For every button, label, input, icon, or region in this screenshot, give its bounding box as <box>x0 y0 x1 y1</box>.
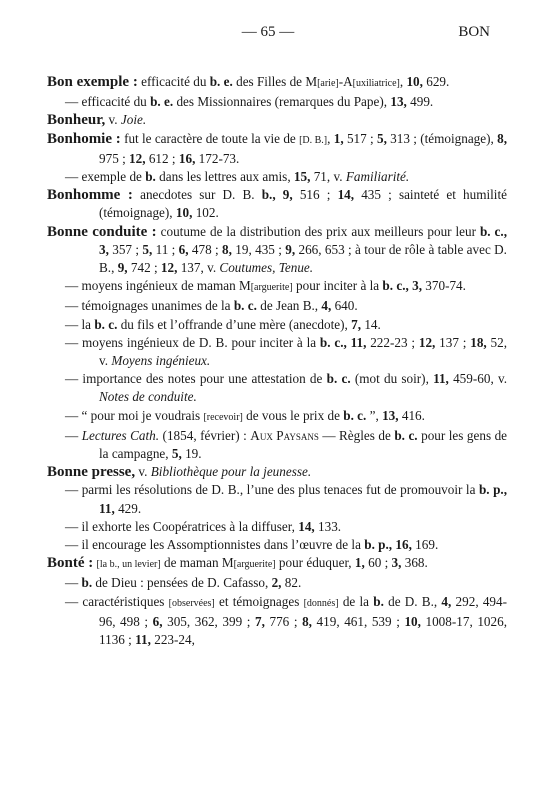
entry-headword: Bonhomie : <box>47 130 121 147</box>
index-subentry: — parmi les résolutions de D. B., l’une des plus tenaces fut de promouvoir la b. p., 11, 429. <box>65 482 507 516</box>
entry-headword: Bonté : <box>47 555 94 572</box>
index-entry <box>47 463 507 481</box>
entry-text: témoignages unanimes de la b. c. de Jean B., 4, 640. <box>81 298 358 314</box>
index-entry <box>47 223 507 278</box>
entry-text: moyens ingénieux de maman M[arguerite] pour inciter à la b. c., 3, 370-74. <box>81 278 466 294</box>
entry-text: la b. c. du fils et l’offrande d’une mère (anecdote), 7, 14. <box>81 316 381 332</box>
index-entry <box>47 554 507 574</box>
index-subentry: — moyens ingénieux de maman M[arguerite] pour inciter à la b. c., 3, 370-74. <box>65 278 466 294</box>
index-subentry: — témoignages unanimes de la b. c. de Jean B., 4, 640. <box>65 298 358 314</box>
index-subentry: — “ pour moi je voudrais [recevoir] de vous le prix de b. c. ”, 13, 416. <box>65 407 425 423</box>
entry-text: moyens ingénieux de D. B. pour inciter à la b. c., 11, 222-23 ; 12, 137 ; 18, 52, v. Moyens ingénieux. <box>82 334 508 369</box>
index-subentry: — caractéristiques [observées] et témoignages [donnés] de la b. de D. B., 4, 292, 494-96, 498 ; 6, 305, 362, 399 ; 7, 776 ; 8, 419, 461, 539 ; 10, 1008-17, 1026, 1136 ; 11, 223-24, <box>65 593 508 648</box>
index-subentry: — la b. c. du fils et l’offrande d’une mère (anecdote), 7, 14. <box>65 316 381 332</box>
entry-text: anecdotes sur D. B. b., 9, 516 ; 14, 435 ; sainteté et humilité (témoignage), 10, 102. <box>99 187 507 221</box>
entry-text: efficacité du b. e. des Filles de M[arie]-A[uxiliatrice], 10, 629. <box>137 74 450 89</box>
entry-headword: Bonne conduite : <box>47 223 157 240</box>
entry-text: b. de Dieu : pensées de D. Cafasso, 2, 82. <box>81 575 302 591</box>
index-subentry: — il exhorte les Coopératrices à la diffuser, 14, 133. <box>65 518 342 534</box>
entry-text: il encourage les Assomptionnistes dans l’œuvre de la b. p., 16, 169. <box>81 537 439 553</box>
entry-text: fut le caractère de toute la vie de [D. B.], 1, 517 ; 5, 313 ; (témoignage), 8, 975 ; 12, 612 ; 16, 172-73. <box>99 130 508 166</box>
entry-text: [la b., un levier] de maman M[arguerite] pour éduquer, 1, 60 ; 3, 368. <box>96 555 428 571</box>
entry-text: importance des notes pour une attestation de b. c. (mot du soir), 11, 459-60, v. Notes de conduite. <box>82 371 508 405</box>
entry-text: parmi les résolutions de D. B., l’une des plus tenaces fut de promouvoir la b. p., 11, 429. <box>81 482 507 516</box>
index-entry <box>47 111 507 129</box>
page-header <box>0 0 536 60</box>
index-subentry: — moyens ingénieux de D. B. pour inciter à la b. c., 11, 222-23 ; 12, 137 ; 18, 52, v. Moyens ingénieux. <box>65 334 508 369</box>
entry-text: exemple de b. dans les lettres aux amis, 15, 71, v. Familiarité. <box>81 169 410 185</box>
index-subentry: — exemple de b. dans les lettres aux amis, 15, 71, v. Familiarité. <box>65 169 410 185</box>
page-number: — 65 — <box>241 24 295 40</box>
entry-text: v. Joie. <box>105 112 147 128</box>
index-subentry: — Lectures Cath. (1854, février) : Aux Paysans — Règles de b. c. pour les gens de la campagne, 5, 19. <box>65 427 508 462</box>
index-subentry: — b. de Dieu : pensées de D. Cafasso, 2, 82. <box>65 575 302 591</box>
entry-headword: Bonhomme : <box>47 187 133 204</box>
entry-text: caractéristiques [observées] et témoignages [donnés] de la b. de D. B., 4, 292, 494-96, 498 ; 6, 305, 362, 399 ; 7, 776 ; 8, 419, 461, 539 ; 10, 1008-17, 1026, 1136 ; 11, 223-24, <box>82 593 508 648</box>
entry-text: efficacité du b. e. des Missionnaires (remarques du Pape), 13, 499. <box>81 94 434 110</box>
entry-headword: Bon exemple : <box>47 74 138 90</box>
index-subentry: — il encourage les Assomptionnistes dans l’œuvre de la b. p., 16, 169. <box>65 537 439 553</box>
entry-text: coutume de la distribution des prix aux meilleurs pour leur b. c., 3, 357 ; 5, 11 ; 6, 478 ; 8, 19, 435 ; 9, 266, 653 ; à tour de rôle à table avec D. B., 9, 742 ; 12, 137, v. Coutumes, Tenue. <box>99 223 508 276</box>
entry-text: Lectures Cath. (1854, février) : Aux Paysans — Règles de b. c. pour les gens de la campagne, 5, 19. <box>81 427 508 462</box>
entry-text: “ pour moi je voudrais [recevoir] de vous le prix de b. c. ”, 13, 416. <box>81 407 425 423</box>
index-content <box>47 73 507 649</box>
entry-text: v. Bibliothèque pour la jeunesse. <box>135 464 312 480</box>
entry-headword: Bonheur, <box>47 112 106 129</box>
index-entry <box>47 130 507 168</box>
running-head: BON <box>458 24 490 40</box>
entry-text: il exhorte les Coopératrices à la diffuser, 14, 133. <box>81 518 342 534</box>
entry-headword: Bonne presse, <box>47 464 136 481</box>
index-entry <box>47 73 507 93</box>
index-subentry: — efficacité du b. e. des Missionnaires (remarques du Pape), 13, 499. <box>65 94 434 110</box>
index-entry <box>47 186 507 222</box>
index-subentry: — importance des notes pour une attestation de b. c. (mot du soir), 11, 459-60, v. Notes de conduite. <box>65 371 508 405</box>
